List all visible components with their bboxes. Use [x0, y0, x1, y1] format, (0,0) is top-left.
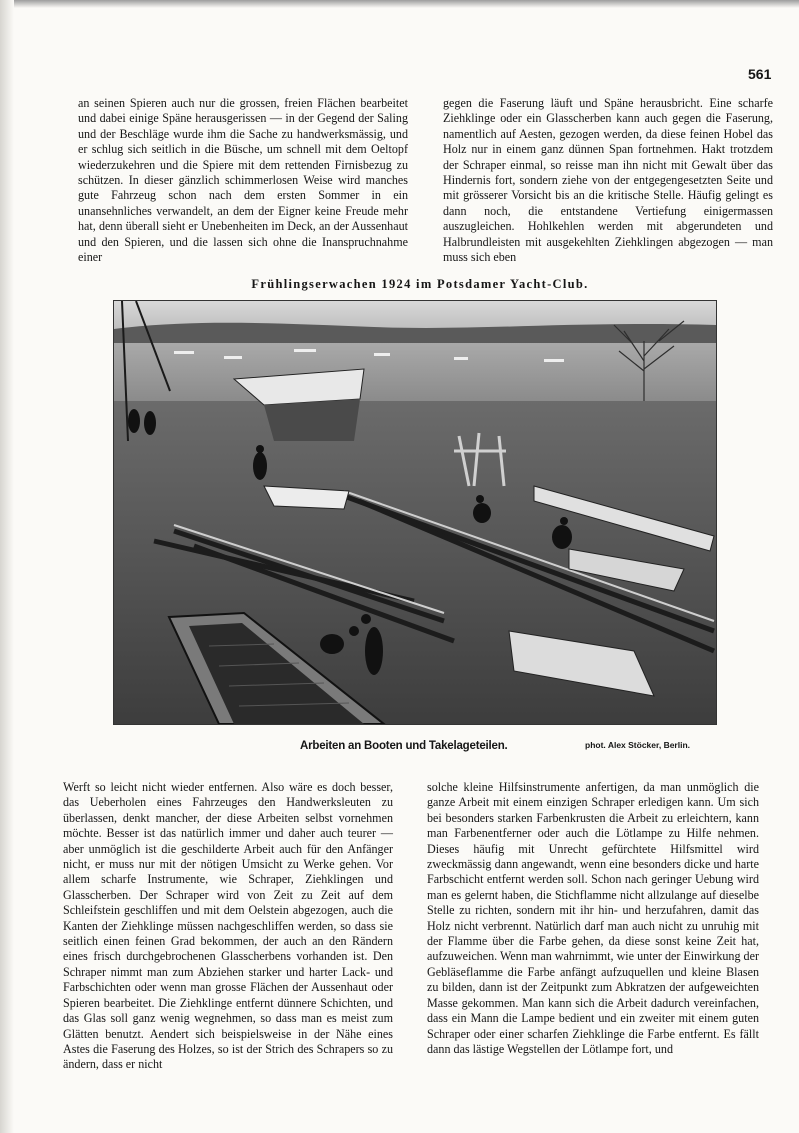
- bottom-right-column: [427, 780, 759, 1057]
- bottom-left-column: [63, 780, 393, 1073]
- boatyard-photo-illustration: [114, 301, 716, 724]
- bottom-right-paragraph: solche kleine Hilfsinstrumente anfertigen, da man unmöglich die ganze Arbeit mit einem einzigen Schraper erledigen kann. Um sich bei besonders starken Farbenkrusten die Arbeit zu erleichtern, kann man Farbenentferner oder auch die Lötlampe zu Hilfe nehmen. Dieses häufig mit Unrecht gefürchtete Hilfsmittel wird zweckmässig dann angewandt, wenn eine besonders dicke und harte Farbschicht entfernt werden soll. Schon nach geringer Uebung wird man es gelernt haben, die Stichflamme nicht allzulange auf dieselbe Stelle zu richten, sondern mit ihr hin- und herzufahren, damit das Holz nicht verbrennt. Natürlich darf man auch nicht zu unruhig mit der Flamme über die Farbe gehen, da diese sonst keine Zeit hat, aufzuweichen. Wenn man wahrnimmt, wie unter der Einwirkung der Gebläseflamme die Farbe anfängt aufzuquellen und kleine Blasen zu bilden, dann ist der Zeitpunkt zum Abkratzen der aufgeweichten Masse gekommen. Man kann sich die Arbeit dadurch vereinfachen, dass ein Mann die Lampe bedient und ein zweiter mit einem guten Schraper oder einer scharfen Ziehklinge die Farbe entfernt. Es fällt dann das lästige Wegstellen der Lötlampe fort, und: [427, 780, 759, 1056]
- page-edge-shadow: [0, 0, 799, 8]
- top-left-column: [78, 96, 408, 265]
- bottom-left-paragraph: Werft so leicht nicht wieder entfernen. Also wäre es doch besser, das Ueberholen eines Fahrzeuges den Handwerksleuten zu überlassen, denkt mancher, der diese Arbeiten selbst vornehmen möchte. Besser ist das natürlich immer und daher auch teurer — aber unmöglich ist die geschilderte Arbeit auch für den Anfänger nicht, er muss nur mit der nötigen Umsicht zu Werke gehen. Vor allem scharfe Instrumente, wie Schraper, Ziehklingen und Glasscherben. Der Schraper wird von Zeit zu Zeit auf dem Schleifstein geschliffen und mit dem Oelstein abgezogen, auch die Kanten der Ziehklinge müssen nachgeschliffen werden, so dass sie seitlich einen feinen Grad bekommen, der auch an den Rändern eines frisch durchgebrochenen Glasscherbens vorhanden ist. Den Schraper nimmt man zum Abziehen starker und harter Lack- und Farbschichten oder wenn man grosse Flächen der Aussenhaut oder Spieren bearbeitet. Die Ziehklinge entfernt dünnere Schichten, und das Glas soll ganz wenig wegnehmen, so dass man es meist zum Glätten benutzt. Aendert sich beispielsweise in der Nähe eines Astes die Faserung des Holzes, so ist der Strich des Schrapers so zu ändern, dass er nicht: [63, 780, 393, 1072]
- page-binding-shadow: [0, 0, 14, 1133]
- top-right-column: [443, 96, 773, 265]
- photograph-boatyard: [113, 300, 717, 725]
- page-number: 561: [748, 66, 772, 82]
- photo-heading: Frühlingserwachen 1924 im Potsdamer Yacht-Club.: [251, 277, 589, 291]
- top-right-paragraph: gegen die Faserung läuft und Späne herausbricht. Eine scharfe Ziehklinge oder ein Glasscherben kann auch gegen die Faserung, namentlich auf Aesten, gezogen werden, da diese feinen Hobel das Holz nur in einem ganz dünnen Span fortnehmen. Hakt trotzdem der Schraper einmal, so reisse man ihn nicht mit Gewalt über das Hindernis fort, sondern ziehe von der entgegengesetzten Seite und mit grösserer Vorsicht bis an die kritische Stelle. Häufig gelingt es dann noch, die entstandene Vertiefung einigermassen auszugleichen. Hohlkehlen werden mit abgerundeten und Halbrundleisten mit ausgekehlten Ziehklingen abgezogen — man muss sich eben: [443, 96, 773, 265]
- photo-credit: phot. Alex Stöcker, Berlin.: [585, 740, 691, 750]
- photo-caption: Arbeiten an Booten und Takelageteilen.: [300, 740, 508, 752]
- top-left-paragraph: an seinen Spieren auch nur die grossen, freien Flächen bearbeitet und dabei einige Späne herausgerissen — in der Gegend der Saling und der Beschläge wurde ihm die Sache zu handwerksmässig, und er schlug sich seitlich in die Büsche, um schnell mit dem Oeltopf wiederzukehren und die Spiere mit dem rettenden Firnisbezug zu schützen. In dieser gänzlich schimmerlosen Weise wird manches gute Fahrzeug schon nach dem ersten Sommer in ein unansehnliches verwandelt, an dem der Eigner keine Freude mehr hat, denn überall sieht er Unebenheiten im Deck, an der Aussenhaut und den Spieren, und die lassen sich ohne die Inanspruchnahme einer: [78, 96, 408, 265]
